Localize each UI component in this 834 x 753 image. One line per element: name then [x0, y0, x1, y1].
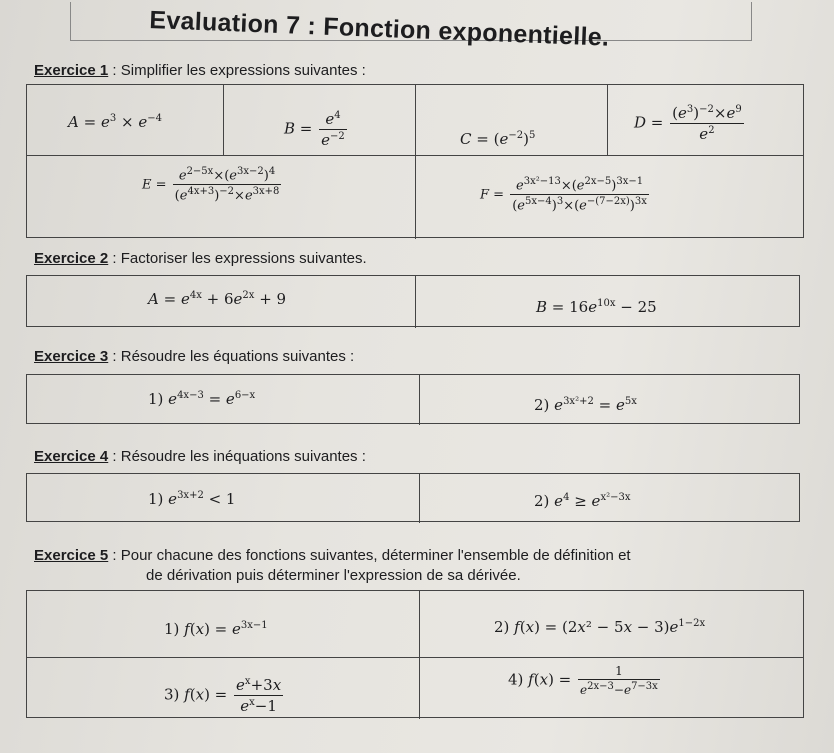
- ex2-table: [26, 275, 800, 327]
- ex3-col-divider: [419, 375, 420, 425]
- ex1-heading: [34, 62, 366, 79]
- ex3-label: Exercice 3: [34, 348, 109, 365]
- ex3-eq-1: 1) $e^{4x-3} = e^{6-x}$: [148, 390, 256, 408]
- ex2-heading: [34, 250, 367, 267]
- ex5-func-1: 1) $f(x) = e^{3x-1}$: [164, 620, 268, 638]
- ex1-col-divider-1: [223, 85, 224, 155]
- ex5-instruction-1: : Pour chacune des fonctions suivantes, déterminer l'ensemble de définition et: [112, 547, 631, 564]
- ex5-func-3: 3) f(x) = $\frac{e^x+3x}{e^x-1}$: [164, 676, 282, 715]
- ex1-col-divider-2: [415, 85, 416, 239]
- ex4-instruction: : Résoudre les inéquations suivantes :: [112, 448, 366, 465]
- ex2-col-divider: [415, 276, 416, 328]
- ex2-expr-a: $A = e^{4x} + 6e^{2x} + 9$: [148, 290, 287, 308]
- ex1-expr-a: $A = e^3 \times e^{-4}$: [68, 113, 162, 131]
- ex1-expr-f: F = $\frac{e^{3x^2-13}\times(e^{2x-5})^{3x-1}}{(e^{5x-4})^3\times(e^{-(7-2x)})^{3x}}$: [480, 176, 647, 214]
- ex5-func-4: 4) f(x) = $\frac{1}{e^{2x-3}-e^{7-3x}}$: [508, 664, 658, 697]
- ex1-instruction: : Simplifier les expressions suivantes :: [112, 62, 366, 79]
- ex5-func-2: 2) $f(x) = (2x^2 - 5x - 3)e^{1-2x}$: [494, 618, 706, 636]
- ex4-label: Exercice 4: [34, 448, 109, 465]
- ex5-heading-line1: [34, 547, 631, 564]
- ex3-instruction: : Résoudre les équations suivantes :: [112, 348, 355, 365]
- ex1-expr-e: E = $\frac{e^{2-5x}\times(e^{3x-2})^4}{(e^{4x+3})^{-2}\times e^{3x+8}}$: [142, 166, 280, 204]
- ex2-instruction: : Factoriser les expressions suivantes.: [112, 250, 367, 267]
- ex5-row-divider: [27, 657, 803, 658]
- ex2-expr-b: $B = 16e^{10x} - 25$: [536, 298, 657, 316]
- ex4-ineq-1: 1) $e^{3x+2} < 1$: [148, 490, 236, 508]
- ex5-instruction-2: de dérivation puis déterminer l'expression de sa dérivée.: [146, 567, 521, 584]
- ex2-label: Exercice 2: [34, 250, 109, 267]
- ex1-expr-c: $C = (e^{-2})^5$: [460, 130, 536, 148]
- ex1-expr-d: D = $\frac{(e^3)^{-2}\times e^9}{e^2}$: [634, 104, 742, 143]
- ex4-col-divider: [419, 474, 420, 523]
- ex5-label: Exercice 5: [34, 547, 109, 564]
- ex5-col-divider: [419, 591, 420, 719]
- page-title: Evaluation 7 : Fonction exponentielle.: [148, 6, 610, 52]
- ex3-eq-2: 2) $e^{3x^2+2} = e^{5x}$: [534, 396, 637, 414]
- ex1-col-divider-3: [607, 85, 608, 155]
- ex5-table: [26, 590, 804, 718]
- ex3-heading: [34, 348, 354, 365]
- ex4-table: [26, 473, 800, 522]
- ex1-expr-b: B = $\frac{e^4}{e^{-2}}$: [284, 110, 345, 149]
- ex1-label: Exercice 1: [34, 62, 109, 79]
- ex3-table: [26, 374, 800, 424]
- ex4-ineq-2: 2) $e^4 \ge e^{x^2-3x}$: [534, 492, 631, 510]
- ex4-heading: [34, 448, 366, 465]
